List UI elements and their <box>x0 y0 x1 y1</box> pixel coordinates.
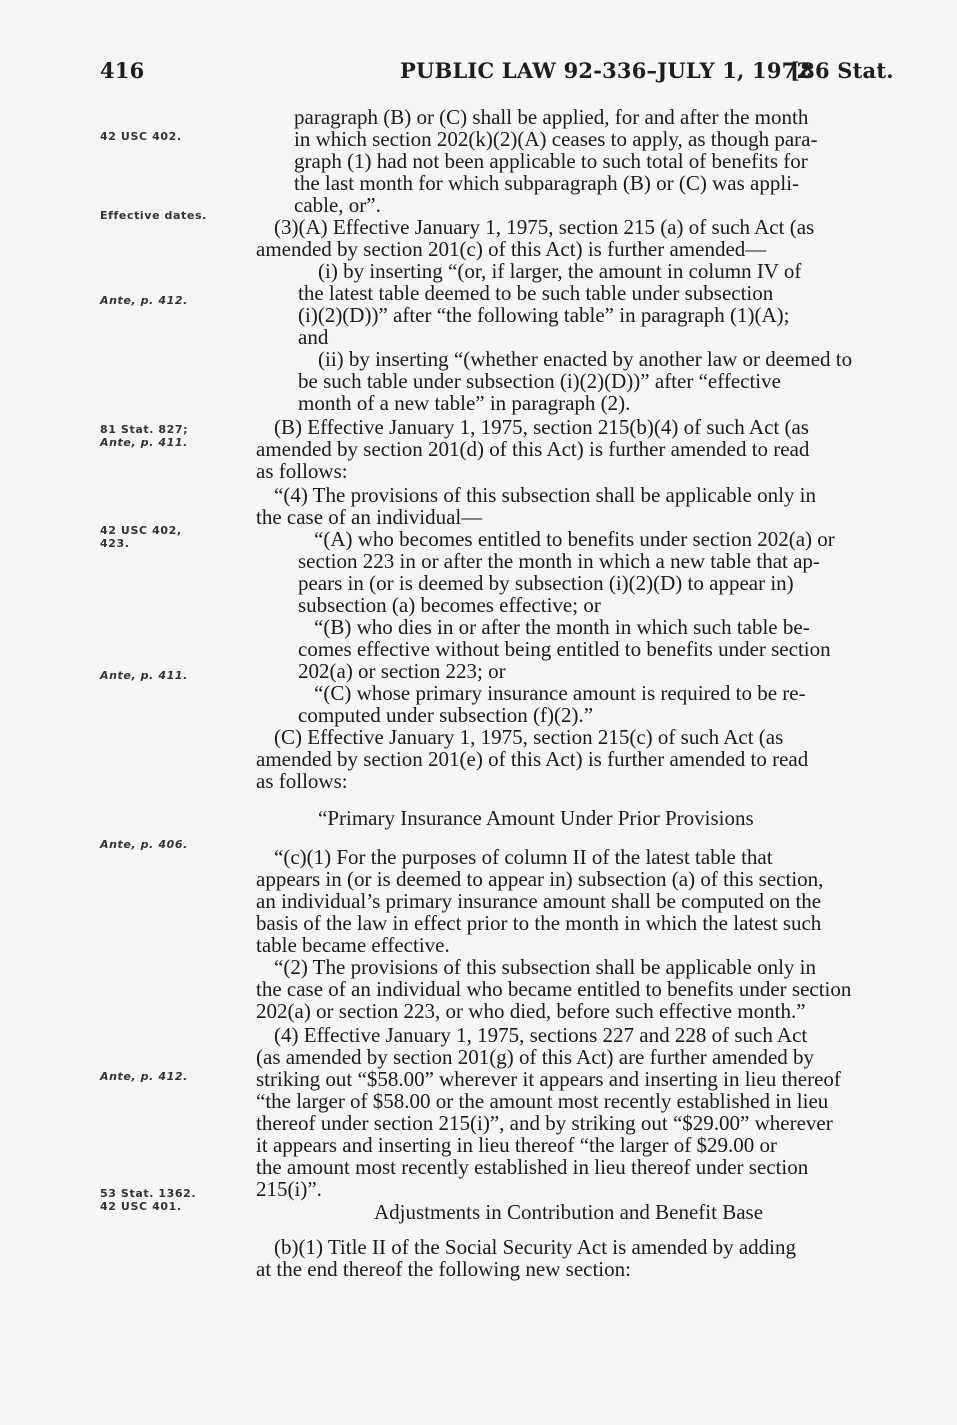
text-line: computed under subsection (f)(2).” <box>298 703 594 727</box>
text-line: amended by section 201(d) of this Act) is further amended to read <box>256 437 810 461</box>
text-line: 215(i)”. <box>256 1177 322 1201</box>
text-line: at the end thereof the following new section: <box>256 1257 631 1281</box>
text-line: “(2) The provisions of this subsection shall be applicable only in <box>274 955 817 979</box>
text-line: subsection (a) becomes effective; or <box>298 593 601 617</box>
text-line: (B) Effective January 1, 1975, section 215(b)(4) of such Act (as <box>274 415 809 439</box>
margin-note: Ante, p. 406. <box>100 838 188 851</box>
page-number: 416 <box>100 58 145 83</box>
margin-note: Ante, p. 412. <box>100 294 188 307</box>
section-heading: “Primary Insurance Amount Under Prior Provisions <box>318 806 754 830</box>
margin-note: 42 USC 402. <box>100 130 182 143</box>
text-line: “(4) The provisions of this subsection shall be applicable only in <box>274 483 817 507</box>
text-line: “(B) who dies in or after the month in which such table be- <box>314 615 810 639</box>
text-line: appears in (or is deemed to appear in) subsection (a) of this section, <box>256 867 824 891</box>
text-line: section 223 in or after the month in which a new table that ap- <box>298 549 820 573</box>
text-line: thereof under section 215(i)”, and by striking out “$29.00” wherever <box>256 1111 833 1135</box>
text-line: graph (1) had not been applicable to such total of benefits for <box>294 149 808 173</box>
text-line: table became effective. <box>256 933 450 957</box>
text-line: (C) Effective January 1, 1975, section 215(c) of such Act (as <box>274 725 784 749</box>
text-line: (as amended by section 201(g) of this Act) are further amended by <box>256 1045 815 1069</box>
text-line: amended by section 201(c) of this Act) is further amended— <box>256 237 767 261</box>
text-line: “(C) whose primary insurance amount is required to be re- <box>314 681 806 705</box>
text-line: the last month for which subparagraph (B) or (C) was appli- <box>294 171 800 195</box>
text-line: be such table under subsection (i)(2)(D))” after “effective <box>298 369 781 393</box>
section-heading: Adjustments in Contribution and Benefit Base <box>374 1200 764 1224</box>
margin-note: 42 USC 402, 423. <box>100 524 182 550</box>
text-line: 202(a) or section 223, or who died, before such effective month.” <box>256 999 806 1023</box>
text-line: (b)(1) Title II of the Social Security Act is amended by adding <box>274 1235 796 1259</box>
text-line: “(A) who becomes entitled to benefits under section 202(a) or <box>314 527 835 551</box>
text-line: as follows: <box>256 459 348 483</box>
text-line: amended by section 201(e) of this Act) is further amended to read <box>256 747 809 771</box>
text-line: (3)(A) Effective January 1, 1975, section 215 (a) of such Act (as <box>274 215 815 239</box>
text-line: paragraph (B) or (C) shall be applied, for and after the month <box>294 105 809 129</box>
text-line: (i) by inserting “(or, if larger, the amount in column IV of <box>318 259 802 283</box>
text-line: (ii) by inserting “(whether enacted by another law or deemed to <box>318 347 853 371</box>
text-line: as follows: <box>256 769 348 793</box>
margin-note: Ante, p. 412. <box>100 1070 188 1083</box>
margin-note: Effective dates. <box>100 209 207 222</box>
text-line: the latest table deemed to be such table under subsection <box>298 281 774 305</box>
text-line: “the larger of $58.00 or the amount most recently established in lieu <box>256 1089 829 1113</box>
text-line: and <box>298 325 329 349</box>
text-line: the amount most recently established in lieu thereof under section <box>256 1155 809 1179</box>
text-line: cable, or”. <box>294 193 381 217</box>
margin-note: 81 Stat. 827; Ante, p. 411. <box>100 423 189 449</box>
text-line: month of a new table” in paragraph (2). <box>298 391 631 415</box>
text-line: striking out “$58.00” wherever it appears and inserting in lieu thereof <box>256 1067 841 1091</box>
text-line: (4) Effective January 1, 1975, sections 227 and 228 of such Act <box>274 1023 808 1047</box>
text-line: the case of an individual— <box>256 505 483 529</box>
statute-reference: [86 Stat. <box>790 58 894 83</box>
margin-note: Ante, p. 411. <box>100 669 188 682</box>
text-line: in which section 202(k)(2)(A) ceases to apply, as though para- <box>294 127 818 151</box>
text-line: pears in (or is deemed by subsection (i)(2)(D) to appear in) <box>298 571 794 595</box>
text-line: the case of an individual who became entitled to benefits under section <box>256 977 852 1001</box>
margin-note: 53 Stat. 1362. 42 USC 401. <box>100 1187 197 1213</box>
text-line: “(c)(1) For the purposes of column II of the latest table that <box>274 845 773 869</box>
text-line: (i)(2)(D))” after “the following table” in paragraph (1)(A); <box>298 303 790 327</box>
text-line: 202(a) or section 223; or <box>298 659 506 683</box>
text-line: basis of the law in effect prior to the month in which the latest such <box>256 911 822 935</box>
running-title: PUBLIC LAW 92-336–JULY 1, 1972 <box>400 58 812 83</box>
text-line: it appears and inserting in lieu thereof “the larger of $29.00 or <box>256 1133 777 1157</box>
text-line: comes effective without being entitled to benefits under section <box>298 637 831 661</box>
text-line: an individual’s primary insurance amount shall be computed on the <box>256 889 822 913</box>
